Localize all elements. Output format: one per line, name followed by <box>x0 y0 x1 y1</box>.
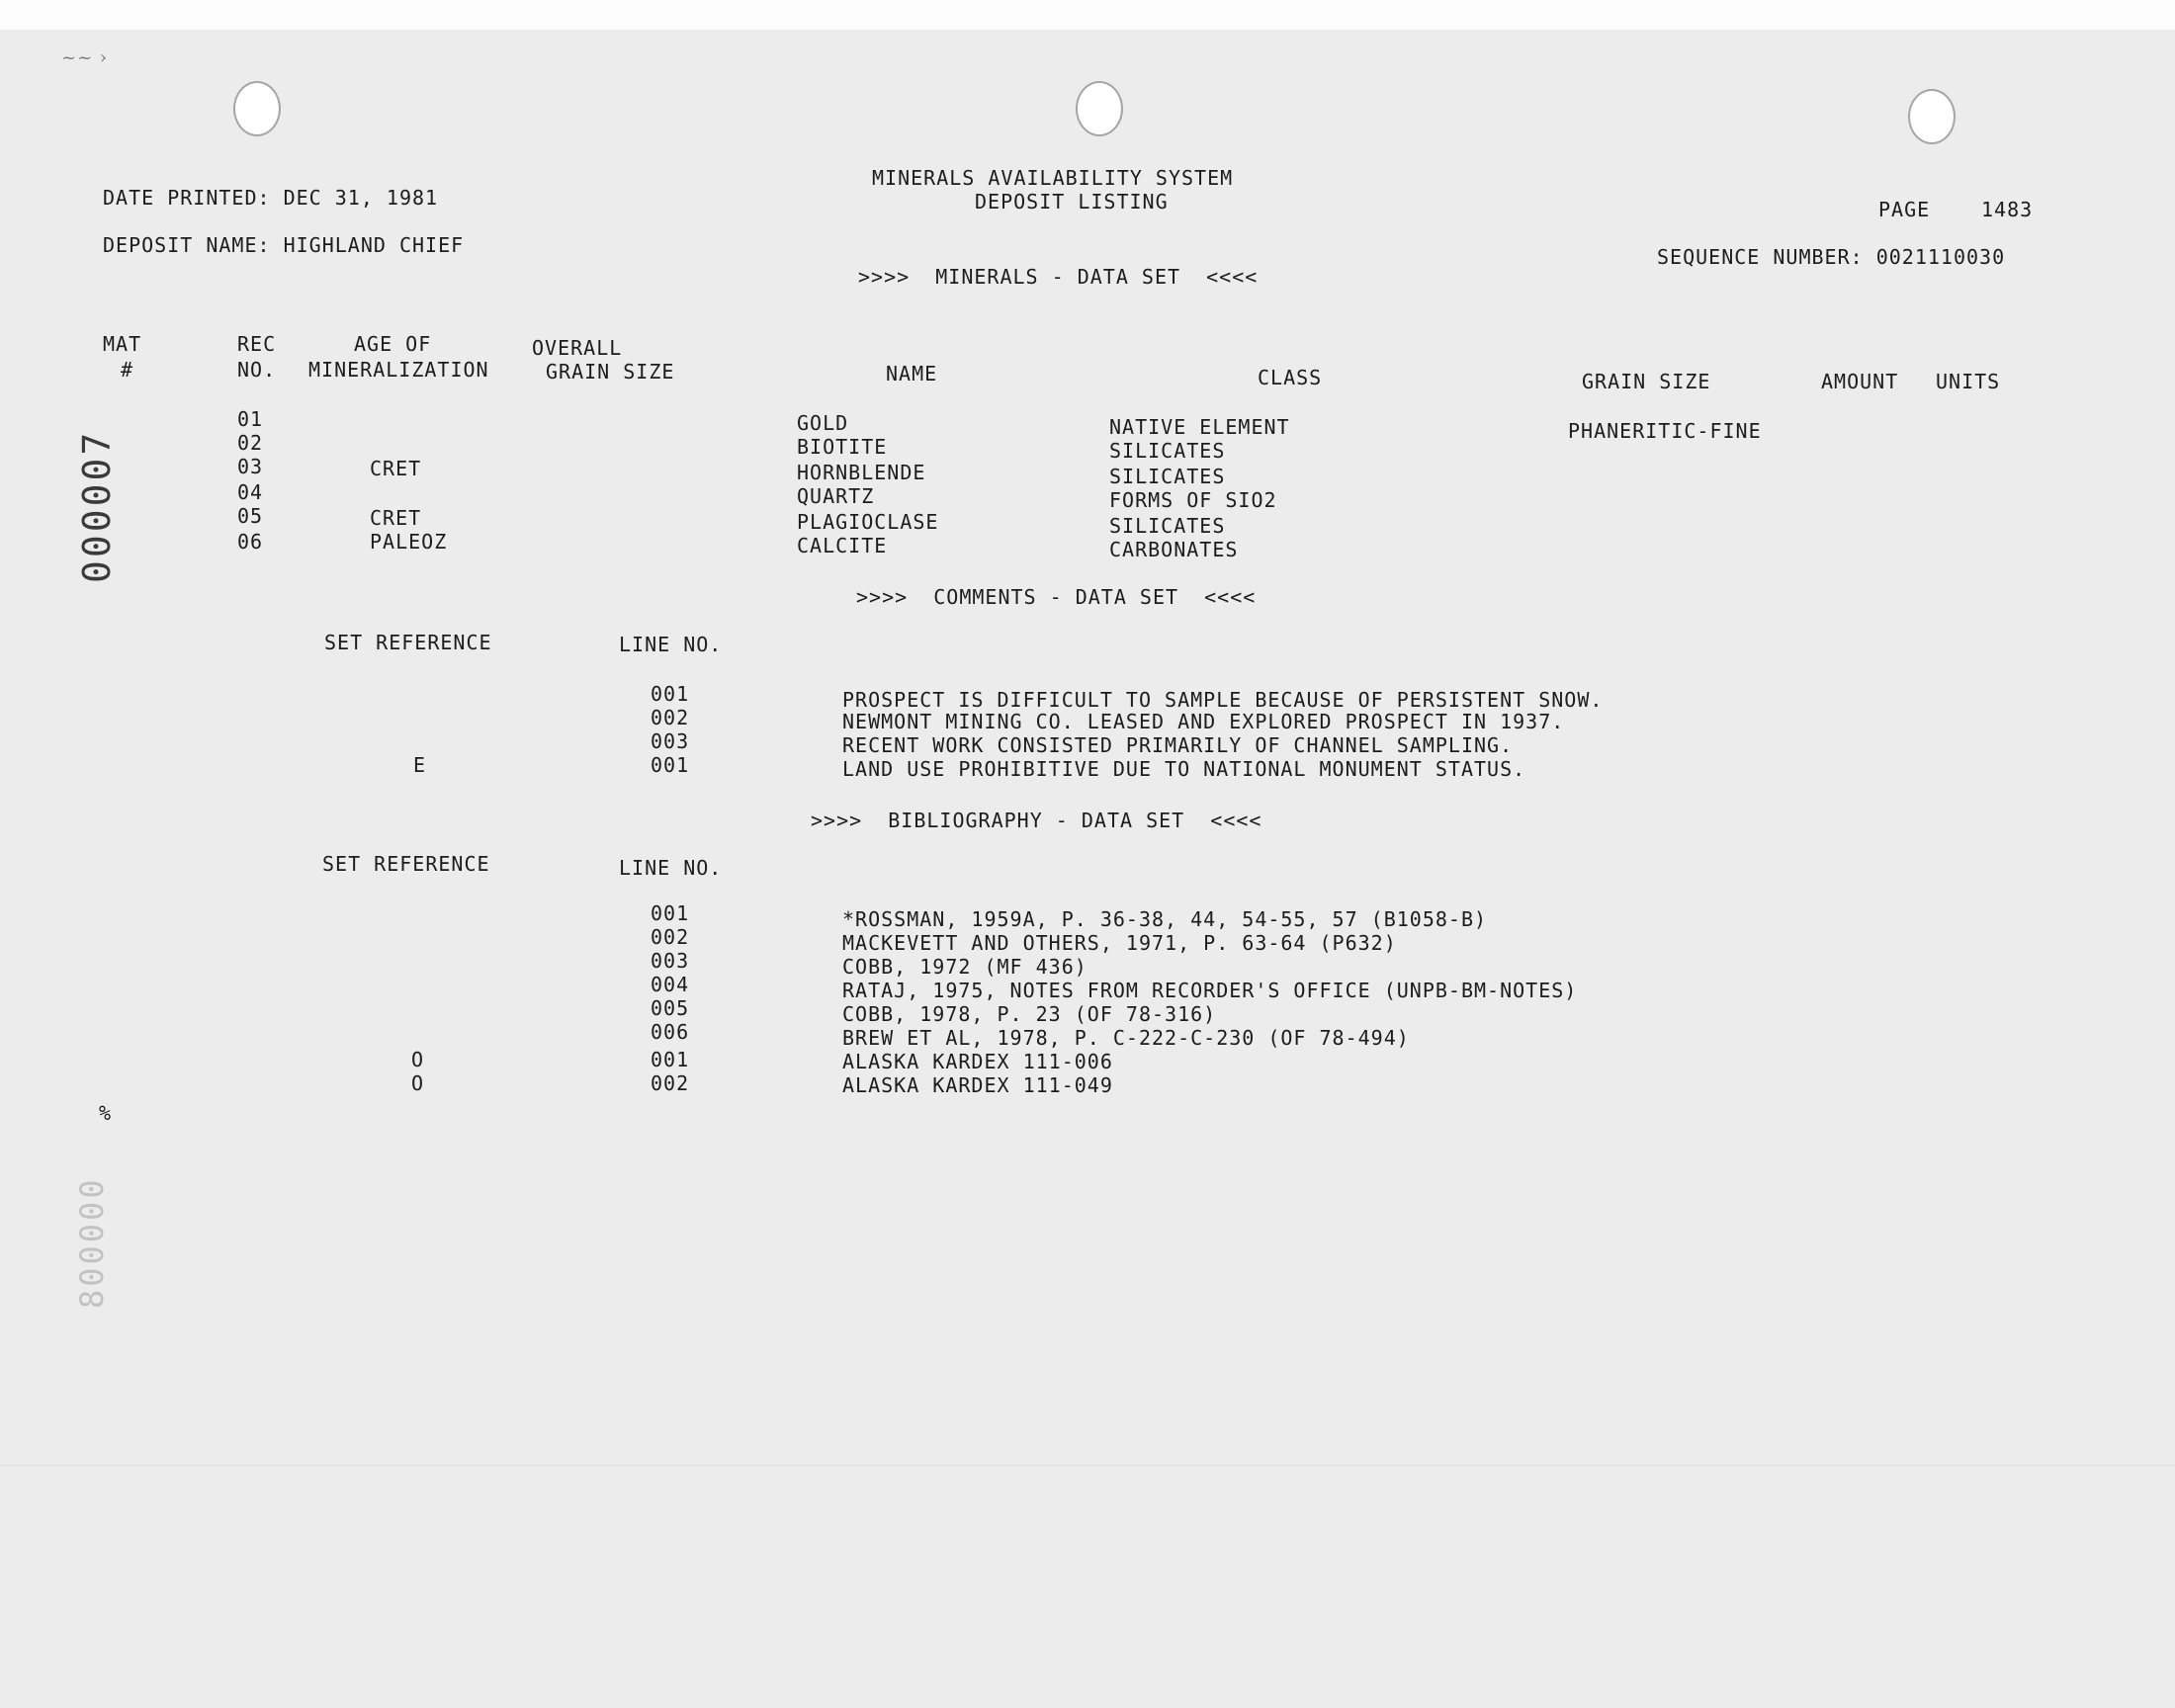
col-header-overall: OVERALL <box>532 336 623 360</box>
comment-text: NEWMONT MINING CO. LEASED AND EXPLORED PROSPECT IN 1937. <box>842 710 1565 733</box>
punch-hole-left <box>233 81 281 136</box>
col-header-class: CLASS <box>1258 366 1323 389</box>
bibliography-text: COBB, 1978, P. 23 (OF 78-316) <box>842 1002 1217 1026</box>
col-header-age: AGE OF <box>354 332 432 356</box>
col-header-rec-no: NO. <box>237 358 277 382</box>
punch-hole-center <box>1076 81 1123 136</box>
mineral-class: CARBONATES <box>1109 538 1239 561</box>
bibliography-line-no: 001 <box>651 901 690 925</box>
col-header-amount: AMOUNT <box>1821 370 1899 393</box>
bibliography-line-no: 006 <box>651 1020 690 1044</box>
mineral-age: CRET <box>370 506 422 530</box>
bibliography-text: MACKEVETT AND OTHERS, 1971, P. 63-64 (P632) <box>842 931 1397 955</box>
bibliography-line-no: 005 <box>651 996 690 1020</box>
bibliography-line-no-header: LINE NO. <box>619 856 723 880</box>
comment-text: LAND USE PROHIBITIVE DUE TO NATIONAL MONUMENT STATUS. <box>842 757 1526 781</box>
punch-hole-right <box>1908 89 1956 144</box>
mineral-name: QUARTZ <box>797 484 875 508</box>
bibliography-line-no: 001 <box>651 1048 690 1071</box>
bibliography-text: ALASKA KARDEX 111-006 <box>842 1050 1113 1073</box>
minerals-section-title: >>>> MINERALS - DATA SET <<<< <box>858 265 1259 289</box>
comment-line-no: 003 <box>651 729 690 753</box>
bibliography-set-reference-header: SET REFERENCE <box>322 852 490 876</box>
margin-percent-mark: % <box>99 1101 113 1125</box>
comment-line-no: 001 <box>651 753 690 777</box>
mineral-rec: 01 <box>237 407 264 431</box>
bibliography-line-no: 003 <box>651 949 690 973</box>
mineral-rec: 02 <box>237 431 264 455</box>
comment-set-reference: E <box>413 753 427 777</box>
pencil-mark: ~~ › <box>61 47 109 68</box>
col-header-age-2: MINERALIZATION <box>308 358 489 382</box>
col-header-mat: MAT <box>103 332 142 356</box>
mineral-class: NATIVE ELEMENT <box>1109 415 1290 439</box>
bibliography-set-reference: O <box>411 1048 425 1071</box>
mineral-name: HORNBLENDE <box>797 461 926 484</box>
mineral-rec: 06 <box>237 530 264 554</box>
comment-line-no: 001 <box>651 682 690 706</box>
mineral-grain-size: PHANERITIC-FINE <box>1568 419 1762 443</box>
printout-sheet <box>0 30 2175 1708</box>
system-title: MINERALS AVAILABILITY SYSTEM <box>872 166 1234 190</box>
mineral-name: PLAGIOCLASE <box>797 510 939 534</box>
bibliography-text: *ROSSMAN, 1959A, P. 36-38, 44, 54-55, 57 (B1058-B) <box>842 907 1488 931</box>
bibliography-line-no: 002 <box>651 925 690 949</box>
bibliography-text: RATAJ, 1975, NOTES FROM RECORDER'S OFFICE (UNPB-BM-NOTES) <box>842 979 1578 1002</box>
mineral-class: FORMS OF SIO2 <box>1109 488 1277 512</box>
comment-text: PROSPECT IS DIFFICULT TO SAMPLE BECAUSE OF PERSISTENT SNOW. <box>842 688 1604 712</box>
mineral-class: SILICATES <box>1109 465 1226 488</box>
comment-text: RECENT WORK CONSISTED PRIMARILY OF CHANNEL SAMPLING. <box>842 733 1514 757</box>
bibliography-text: ALASKA KARDEX 111-049 <box>842 1073 1113 1097</box>
mineral-rec: 05 <box>237 504 264 528</box>
margin-card-number: 000007 <box>75 429 119 583</box>
bibliography-section-title: >>>> BIBLIOGRAPHY - DATA SET <<<< <box>811 809 1262 832</box>
comments-set-reference-header: SET REFERENCE <box>324 631 492 654</box>
bibliography-line-no: 002 <box>651 1071 690 1095</box>
col-header-grain-size: GRAIN SIZE <box>1582 370 1711 393</box>
listing-title: DEPOSIT LISTING <box>975 190 1169 214</box>
mineral-rec: 04 <box>237 480 264 504</box>
mineral-rec: 03 <box>237 455 264 478</box>
bibliography-text: COBB, 1972 (MF 436) <box>842 955 1088 979</box>
col-header-rec: REC <box>237 332 277 356</box>
col-header-overall-2: GRAIN SIZE <box>546 360 675 384</box>
col-header-mat-hash: # <box>121 358 134 382</box>
deposit-name: DEPOSIT NAME: HIGHLAND CHIEF <box>103 233 465 257</box>
col-header-units: UNITS <box>1936 370 2001 393</box>
mineral-name: GOLD <box>797 411 849 435</box>
mineral-class: SILICATES <box>1109 439 1226 463</box>
date-printed: DATE PRINTED: DEC 31, 1981 <box>103 186 439 210</box>
col-header-name: NAME <box>886 362 938 385</box>
mineral-name: BIOTITE <box>797 435 888 459</box>
page-label: PAGE <box>1878 198 1931 221</box>
mineral-age: PALEOZ <box>370 530 448 554</box>
fold-crease <box>0 1465 2175 1466</box>
bibliography-line-no: 004 <box>651 973 690 996</box>
mineral-name: CALCITE <box>797 534 888 557</box>
comments-line-no-header: LINE NO. <box>619 633 723 656</box>
mineral-age: CRET <box>370 457 422 480</box>
page-number: 1483 <box>1981 198 2034 221</box>
bibliography-set-reference: O <box>411 1071 425 1095</box>
bibliography-text: BREW ET AL, 1978, P. C-222-C-230 (OF 78-494) <box>842 1026 1410 1050</box>
margin-faint-number: 800000 <box>73 1176 111 1309</box>
mineral-class: SILICATES <box>1109 514 1226 538</box>
sequence-number: SEQUENCE NUMBER: 0021110030 <box>1657 245 2006 269</box>
comments-section-title: >>>> COMMENTS - DATA SET <<<< <box>856 585 1257 609</box>
comment-line-no: 002 <box>651 706 690 729</box>
